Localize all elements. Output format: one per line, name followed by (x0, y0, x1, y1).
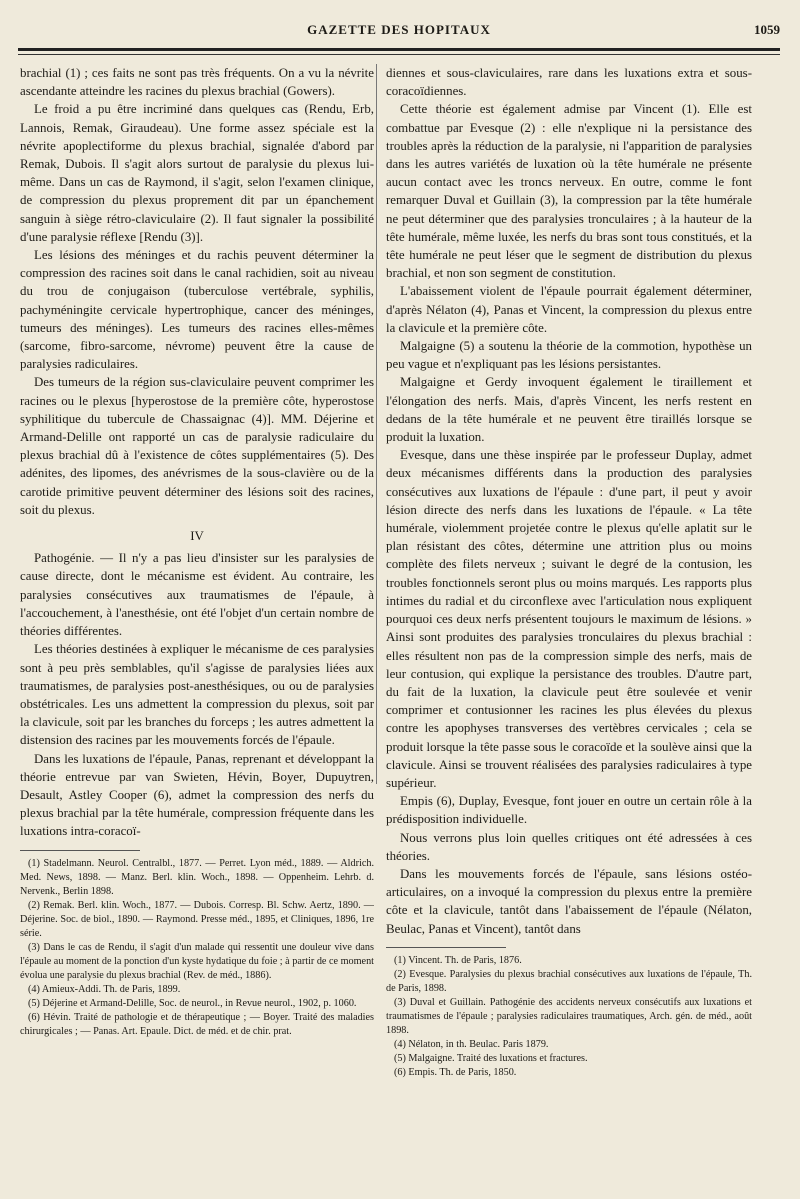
footnote: (1) Vincent. Th. de Paris, 1876. (394, 954, 522, 966)
footnote: (3) Duval et Guillain. Pathogénie des accidents nerveux consécutifs aux luxations et traumatismes de l'épaule ; paralysies radiculaires traumatiques, Arch. gén. de méd., août 1898. (386, 996, 752, 1036)
footnote: (6) Empis. Th. de Paris, 1850. (394, 1066, 517, 1078)
paragraph: Malgaigne (5) a soutenu la théorie de la commotion, hypothèse un peu vague et n'expliquant pas les lésions persistantes. (386, 339, 752, 372)
paragraph: Des tumeurs de la région sus-claviculaire peuvent comprimer les racines ou le plexus [hyperostose de la première côte, hyperostose syphilitique du tubercule de Chassaignac (4)]. MM. Déjerine et Armand-Delille ont rapporté un cas de paralysie radiculaire du plexus brachial dû à l'existence de côtes supplémentaires (5). Des adénites, des lipomes, des anévrismes de la sous-clavière ou de la carotide primitive peuvent déterminer des lésions soit des racines, soit du plexus. (20, 375, 374, 517)
paragraph: L'abaissement violent de l'épaule pourrait également déterminer, d'après Nélaton (4), Panas et Vincent, la compression du plexus entre la clavicule et la première côte. (386, 284, 752, 335)
header-rule-thin (18, 54, 780, 55)
footnote: (4) Nélaton, in th. Beulac. Paris 1879. (394, 1038, 549, 1050)
journal-title: GAZETTE DES HOPITAUX (307, 22, 491, 37)
page-header (18, 18, 780, 48)
column-divider (376, 64, 377, 784)
paragraph: Les lésions des méninges et du rachis peuvent déterminer la compression des racines soit dans le canal rachidien, soit au niveau du trou de conjugaison (tuberculose vertébrale, syphilis, pachyméningite cervicale hypertrophique, cancer des méninges, tumeurs des méninges). Les tumeurs des racines elles-mêmes (sarcome, fibro-sarcome, névrome) peuvent être la cause de paralysies radiculaires. (20, 248, 374, 372)
paragraph: Evesque, dans une thèse inspirée par le professeur Duplay, admet deux mécanismes différents dans la production des paralysies consécutives aux luxations de l'épaule : d'une part, il peut y avoir lésion directe des nerfs dans les luxations de l'épaule. « La tête humérale, violemment projetée contre le plexus qu'elle aplatit sur le plan résistant des côtes, détermine une attrition plus ou moins complète des filets nerveux ; suivant le degré de la contusion, les troubles fonctionnels seront plus ou moins marqués. Les rapports plus intimes du radial et du circonflexe avec l'articulation nous expliquent pourquoi ces deux nerfs présentent toujours le maximum de lésions. » Ainsi sont produites des paralysies tronculaires du plexus brachial : elles résultent non pas de la compression simple des nerfs, mais de leur contusion, qui explique la persistance des troubles. D'autre part, du fait de la luxation, la clavicule peut être soulevée et venir comprimer et contusionner les racines les plus élevées du plexus contre les apophyses transverses des vertèbres cervicales ; cela se produit lorsque la tête passe sous le coracoïde et la soulève ainsi que la clavicule. Ainsi se trouvent réalisées des paralysies radiculaires à type supérieur. (386, 448, 752, 790)
footnote-rule (386, 947, 506, 948)
right-column (386, 64, 752, 1080)
paragraph: Cette théorie est également admise par Vincent (1). Elle est combattue par Evesque (2) : elle n'explique ni la persistance des troubles après la réduction de la paralysie, ni l'apparition de paralysies dans les autres variétés de luxation où la tête humérale ne présente aucun contact avec les troncs nerveux. En outre, comme le font remarquer Duval et Guillain (3), la compression par la tête humérale ne peut déterminer que des paralysies tronculaires ; à la hauteur de la tête humérale, même luxée, les nerfs du bras sont tous constitués, et la tête humérale ne peut léser que le segment de distribution du plexus brachial, et non son segment de constitution. (386, 102, 752, 281)
paragraph: Dans les luxations de l'épaule, Panas, reprenant et développant la théorie entrevue par van Swieten, Hévin, Boyer, Dupuytren, Desault, Astley Cooper (6), admet la compression des nerfs du plexus brachial par la tête humérale, compression fréquente dans les luxations intra-coracoï- (20, 751, 374, 839)
paragraph: diennes et sous-claviculaires, rare dans les luxations extra et sous-coracoïdiennes. (386, 66, 752, 99)
paragraph: Nous verrons plus loin quelles critiques ont été adressées à ces théories. (386, 830, 752, 863)
footnote: (2) Remak. Berl. klin. Woch., 1877. — Dubois. Corresp. Bl. Schw. Aertz, 1890. — Déjerine. Soc. de biol., 1890. — Raymond. Presse méd., 1895, et Cliniques, 1896, 1re série. (20, 899, 374, 939)
footnote: (4) Amieux-Addi. Th. de Paris, 1899. (28, 983, 181, 995)
paragraph: Les théories destinées à expliquer le mécanisme de ces paralysies sont à peu près semblables, qu'il s'agisse de paralysies liées aux traumatismes, de paralysies post-anesthésiques, ou ou de paralysies obstétricales. Les uns admettent la compression du plexus, soit par la clavicule, soit par les branches du forceps ; les autres admettent la distension des racines par les mouvements forcés de l'épaule. (20, 642, 374, 748)
paragraph: Dans les mouvements forcés de l'épaule, sans lésions ostéo-articulaires, on a invoqué la compression du plexus entre la première côte et la clavicule, tantôt dans l'abaissement de l'épaule (Nélaton, Beulac, Panas et Vincent), tantôt dans (386, 866, 752, 936)
header-rule (18, 48, 780, 51)
paragraph: Malgaigne et Gerdy invoquent également le tiraillement et l'élongation des nerfs. Mais, d'après Vincent, les nerfs restent en dedans de la tête humérale et ne peuvent être tiraillés lorsque se produit la luxation. (386, 375, 752, 445)
footnote: (6) Hévin. Traité de pathologie et de thérapeutique ; — Boyer. Traité des maladies chirurgicales ; — Panas. Art. Epaule. Dict. de méd. et de chir. prat. (20, 1011, 374, 1037)
paragraph: Pathogénie. — Il n'y a pas lieu d'insister sur les paralysies de cause directe, dont le mécanisme est évident. Au contraire, les paralysies consécutives aux traumatismes de l'épaule, à l'accouchement, à l'anesthésie, ont été l'objet d'un certain nombre de théories différentes. (20, 551, 374, 639)
footnote: (5) Déjerine et Armand-Delille, Soc. de neurol., in Revue neurol., 1902, p. 1060. (28, 997, 357, 1009)
paragraph: Le froid a pu être incriminé dans quelques cas (Rendu, Erb, Lannois, Remak, Giraudeau). Une forme assez spéciale est la névrite apoplectiforme du plexus brachial, signalée d'abord par Remak, Dubois. Il s'agit alors surtout de paralysie du plexus lui-même. Dans un cas de Raymond, il s'agit, selon l'examen clinique, de compression du plexus proprement dit par un épanchement sanguin à siège rétro-claviculaire (2). Il faut signaler la possibilité d'une paralysie réflexe [Rendu (3)]. (20, 102, 374, 244)
paragraph: Empis (6), Duplay, Evesque, font jouer en outre un certain rôle à la prédisposition individuelle. (386, 794, 752, 827)
footnote: (1) Stadelmann. Neurol. Centralbl., 1877. — Perret. Lyon méd., 1889. — Aldrich. Med. News, 1898. — Manz. Berl. klin. Woch., 1898. — Oppenheim. Lehrb. d. Nervenk., Berlin 1898. (20, 857, 374, 897)
footnote-rule (20, 850, 140, 851)
footnote: (3) Dans le cas de Rendu, il s'agit d'un malade qui ressentit une douleur vive dans l'épaule au moment de la ponction d'un kyste hydatique du foie ; à partir de ce moment évolua une paralysie du plexus brachial (Rev. de méd., 1886). (20, 941, 374, 981)
footnote: (5) Malgaigne. Traité des luxations et fractures. (394, 1052, 588, 1064)
section-heading: IV (190, 529, 204, 544)
footnote: (2) Evesque. Paralysies du plexus brachial consécutives aux luxations de l'épaule, Th. de Paris, 1898. (386, 968, 752, 994)
paragraph: brachial (1) ; ces faits ne sont pas très fréquents. On a vu la névrite ascendante atteindre les racines du plexus brachial (Gowers). (20, 66, 374, 99)
left-column (20, 64, 374, 1039)
page-number: 1059 (754, 22, 780, 37)
